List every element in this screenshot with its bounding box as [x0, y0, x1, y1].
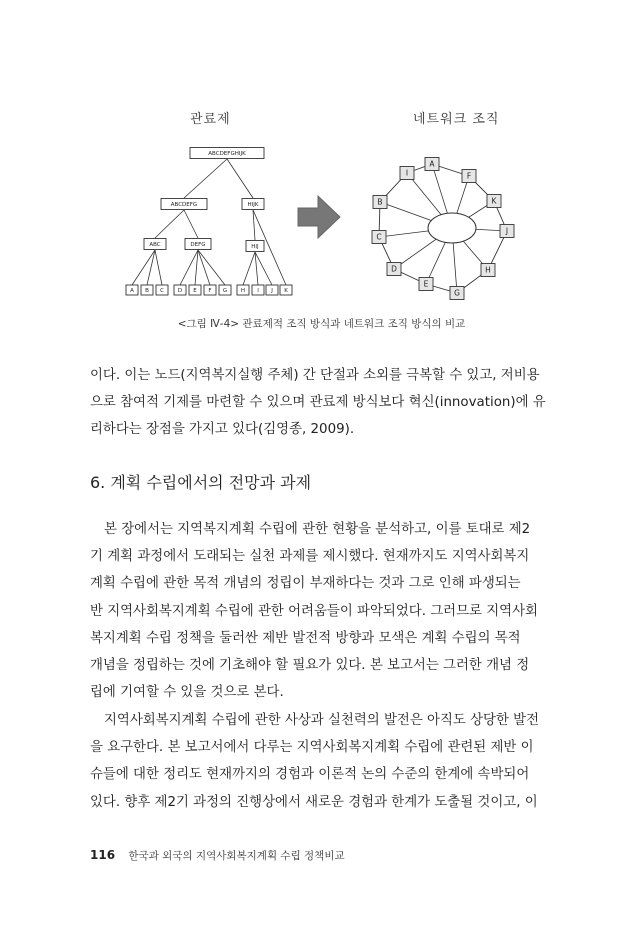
connector-line — [155, 250, 162, 285]
text-line: 리하다는 장점을 가지고 있다(김영종, 2009). — [90, 422, 355, 438]
page-number: 116 — [90, 848, 116, 862]
network-node — [462, 170, 476, 183]
connector-line — [184, 159, 227, 198]
network-node — [387, 263, 401, 276]
hierarchy-leaf-node — [280, 285, 292, 295]
svg-text:I: I — [257, 287, 259, 294]
figure-caption: <그림 Ⅳ-4> 관료제적 조직 방식과 네트워크 조직 방식의 비교 — [177, 318, 466, 330]
hierarchy-node — [185, 239, 211, 250]
text-line: 복지계획 수립 정책을 둘러싼 제반 발전적 방향과 모색은 계획 수립의 목적 — [90, 630, 521, 646]
text-line: 개념을 정립하는 것에 기초해야 할 필요가 있다. 본 보고서는 그러한 개념 정 — [90, 658, 530, 674]
svg-text:E: E — [193, 287, 197, 294]
running-title: 한국과 외국의 지역사회복지계획 수립 정책비교 — [128, 850, 345, 862]
hierarchy-leaf-node — [237, 285, 249, 295]
network-node — [500, 225, 514, 238]
paragraph-1 — [90, 362, 560, 444]
svg-text:J: J — [271, 287, 273, 294]
hierarchy-leaf-node — [174, 285, 186, 295]
network-hub — [428, 213, 476, 243]
network-node — [425, 158, 439, 171]
svg-text:HIJ: HIJ — [251, 243, 259, 250]
svg-text:A: A — [130, 287, 134, 294]
text-line: 기 계획 과정에서 도래되는 실천 과제를 제시했다. 현재까지도 지역사회복지 — [90, 549, 530, 565]
connector-line — [184, 210, 198, 238]
text-line: 본 장에서는 지역복지계획 수립에 관한 현황을 분석하고, 이를 토대로 제2 — [104, 522, 531, 537]
connector-line — [147, 250, 155, 285]
svg-text:G: G — [222, 287, 228, 294]
text-line: 으로 참여적 기제를 마련할 수 있으며 관료제 방식보다 혁신(innovation)에 유 — [90, 395, 546, 411]
svg-text:H: H — [240, 287, 246, 294]
hierarchy-leaf-node — [266, 285, 278, 295]
text-line: 있다. 향후 제2기 과정의 진행상에서 새로운 경험과 한계가 도출될 것이고, 이 — [90, 794, 538, 810]
hierarchy-leaf-node — [126, 285, 138, 295]
text-line: 계획 수립에 관한 목적 개념의 정립이 부재하다는 것과 그로 인해 파생되는 — [90, 576, 521, 592]
text-line: 지역사회복지계획 수립에 관한 사상과 실천력의 발전은 아직도 상당한 발전 — [104, 713, 540, 728]
hierarchy-leaf-node — [156, 285, 168, 295]
connector-line — [243, 252, 255, 285]
page-footer — [90, 848, 345, 863]
svg-text:ABCDEFG: ABCDEFG — [170, 201, 198, 208]
svg-text:E: E — [423, 279, 429, 289]
paragraph-2 — [90, 516, 560, 706]
svg-text:F: F — [466, 171, 472, 181]
svg-text:B: B — [145, 287, 149, 294]
svg-text:A: A — [429, 159, 435, 169]
connector-line — [155, 210, 184, 238]
svg-text:C: C — [160, 287, 164, 294]
paragraph-3 — [90, 707, 560, 816]
network-node — [400, 167, 414, 180]
hierarchy-leaf-node — [219, 285, 231, 295]
text-line: 을 요구한다. 본 보고서에서 다루는 지역사회복지계획 수립에 관련된 제반 이 — [90, 740, 534, 756]
hierarchy-node — [161, 199, 207, 210]
text-line: 이다. 이는 노드(지역복지실행 주체) 간 단절과 소외를 극복할 수 있고, 저비용 — [90, 368, 540, 383]
svg-text:HIJK: HIJK — [247, 201, 259, 208]
network-node — [481, 264, 495, 277]
svg-text:J: J — [505, 226, 509, 236]
hierarchy-node — [144, 239, 166, 250]
connector-line — [227, 159, 253, 198]
network-node — [419, 278, 433, 291]
connector-line — [132, 250, 155, 285]
connector-line — [198, 250, 225, 285]
svg-text:H: H — [485, 265, 491, 275]
hierarchy-node-root — [190, 148, 264, 159]
section-heading: 6. 계획 수립에서의 전망과 과제 — [90, 473, 312, 492]
svg-text:I: I — [405, 168, 409, 178]
svg-text:K: K — [491, 196, 497, 206]
hierarchy-leaf-node — [252, 285, 264, 295]
hierarchy-node — [242, 199, 264, 210]
hierarchy-leaf-node — [189, 285, 201, 295]
connector-line — [198, 250, 210, 285]
hierarchy-leaf-node — [204, 285, 216, 295]
network-node — [372, 231, 386, 244]
svg-text:ABC: ABC — [149, 241, 161, 248]
hierarchy-leaf-node — [141, 285, 153, 295]
svg-text:K: K — [284, 287, 288, 294]
svg-text:G: G — [454, 288, 460, 298]
svg-text:D: D — [177, 287, 183, 294]
svg-text:C: C — [376, 232, 382, 242]
figure-left-title: 관료제 — [190, 112, 231, 127]
text-line: 반 지역사회복지계획 수립에 관한 어려움들이 파악되었다. 그러므로 지역사회 — [90, 603, 538, 619]
network-node — [450, 287, 464, 300]
network-diagram — [372, 158, 514, 300]
svg-text:ABCDEFGHIJK: ABCDEFGHIJK — [208, 150, 246, 157]
network-node — [487, 195, 501, 208]
network-node — [373, 196, 387, 209]
svg-text:D: D — [391, 264, 397, 274]
arrow-icon — [298, 196, 340, 238]
organization-comparison-figure — [0, 0, 643, 310]
text-line: 슈들에 대한 정리도 현재까지의 경험과 이론적 논의 수준의 한계에 속박되어 — [90, 767, 530, 783]
hierarchy-node — [246, 241, 264, 252]
hierarchy-diagram — [126, 148, 292, 296]
figure-right-title: 네트워크 조직 — [413, 112, 500, 127]
svg-text:B: B — [377, 197, 383, 207]
text-line: 립에 기여할 수 있을 것으로 본다. — [90, 685, 284, 701]
svg-text:DEFG: DEFG — [190, 241, 206, 248]
svg-text:F: F — [208, 287, 212, 294]
